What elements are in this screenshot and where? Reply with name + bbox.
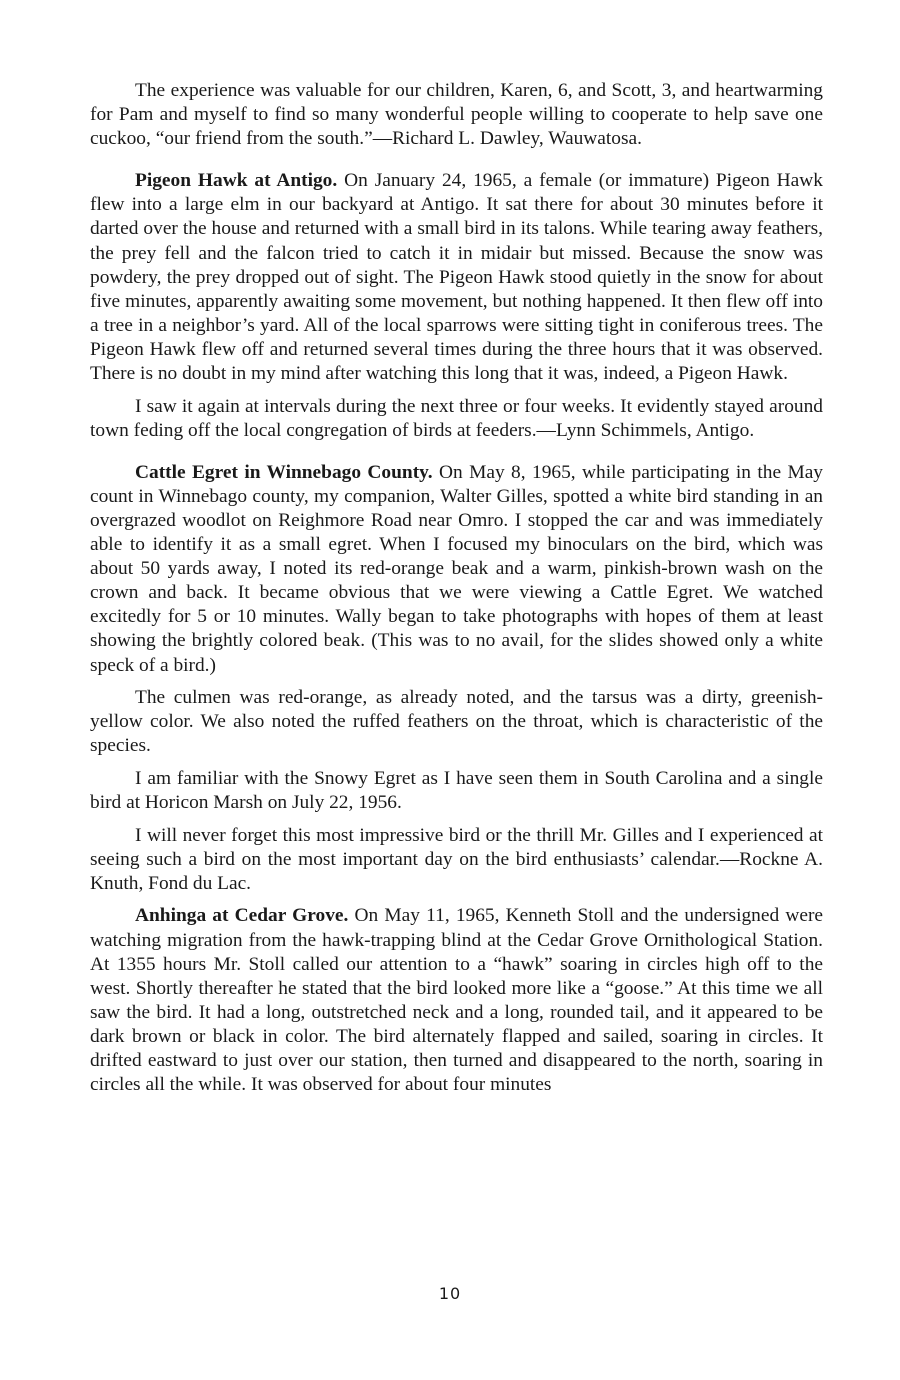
paragraph-cattle-egret-1 [90, 461, 823, 678]
paragraph-cattle-egret-2 [90, 686, 823, 758]
pigeon-hawk-text-1: On January 24, 1965, a female (or immature) Pigeon Hawk flew into a large elm in our backyard at Antigo. It sat there for about 30 minutes before it darted over the house and returned with a small bird in its talons. While tearing away feathers, the prey fell and the falcon tried to catch it in midair but missed. Because the snow was powdery, the prey dropped out of sight. The Pigeon Hawk stood quietly in the snow for about five minutes, apparently awaiting some movement, but nothing happened. It then flew off into a tree in a neighbor’s yard. All of the local sparrows were sitting tight in coniferous trees. The Pigeon Hawk flew off and returned several times during the three hours that it was observed. There is no doubt in my mind after watching this long that it was, indeed, a Pigeon Hawk. [90, 170, 823, 385]
paragraph-cuckoo-conclusion [90, 79, 823, 151]
paragraph-cattle-egret-4 [90, 824, 823, 896]
page-body [90, 79, 823, 1106]
paragraph-pigeon-hawk-1 [90, 169, 823, 386]
heading-cattle-egret: Cattle Egret in Winnebago County. [135, 461, 433, 483]
heading-anhinga: Anhinga at Cedar Grove. [135, 905, 349, 927]
cattle-egret-text-2: The culmen was red-orange, as already noted, and the tarsus was a dirty, greenish-yellow color. We also noted the ruffed feathers on the throat, which is characteristic of the species. [90, 687, 823, 757]
pigeon-hawk-text-2: I saw it again at intervals during the next three or four weeks. It evidently stayed around town feding off the local congregation of birds at feeders.—Lynn Schimmels, Antigo. [90, 395, 823, 441]
page-number: 10 [438, 1284, 462, 1303]
paragraph-cattle-egret-3 [90, 767, 823, 815]
cuckoo-conclusion-text: The experience was valuable for our children, Karen, 6, and Scott, 3, and heartwarming for Pam and myself to find so many wonderful people willing to cooperate to help save one cuckoo, “our friend from the south.”—Richard L. Dawley, Wauwatosa. [90, 80, 823, 150]
heading-pigeon-hawk: Pigeon Hawk at Antigo. [135, 170, 338, 192]
paragraph-pigeon-hawk-2 [90, 395, 823, 443]
cattle-egret-text-3: I am familiar with the Snowy Egret as I have seen them in South Carolina and a single bird at Horicon Marsh on July 22, 1956. [90, 767, 823, 814]
paragraph-anhinga-1 [90, 904, 823, 1097]
cattle-egret-text-4: I will never forget this most impressive bird or the thrill Mr. Gilles and I experienced at seeing such a bird on the most important day on the bird enthusiasts’ calendar.—Rockne A. Knuth, Fond du Lac. [90, 824, 823, 894]
cattle-egret-text-1: On May 8, 1965, while participating in the May count in Winnebago county, my companion, Walter Gilles, spotted a white bird standing in an overgrazed woodlot on Reighmore Road near Omro. I stopped the car and was immediately able to identify it as a small egret. When I focused my binoculars on the bird, which was about 50 yards away, I noted its red-orange beak and a warm, pinkish-brown wash on the crown and back. It became obvious that we were viewing a Cattle Egret. We watched excitedly for 5 or 10 minutes. Wally began to take photographs with hopes of them at least showing the brightly colored beak. (This was to no avail, for the slides showed only a white speck of a bird.) [90, 461, 823, 676]
anhinga-text-1: On May 11, 1965, Kenneth Stoll and the undersigned were watching migration from the hawk-trapping blind at the Cedar Grove Ornithological Station. At 1355 hours Mr. Stoll called our attention to a “hawk” soaring in circles high off to the west. Shortly thereafter he stated that the bird looked more like a “goose.” At this time we all saw the bird. It had a long, outstretched neck and a long, rounded tail, and it appeared to be dark brown or black in color. The bird alternately flapped and sailed, soaring in circles. It drifted eastward to just over our station, then turned and disappeared to the north, soaring in circles all the while. It was observed for about four minutes [90, 905, 824, 1096]
